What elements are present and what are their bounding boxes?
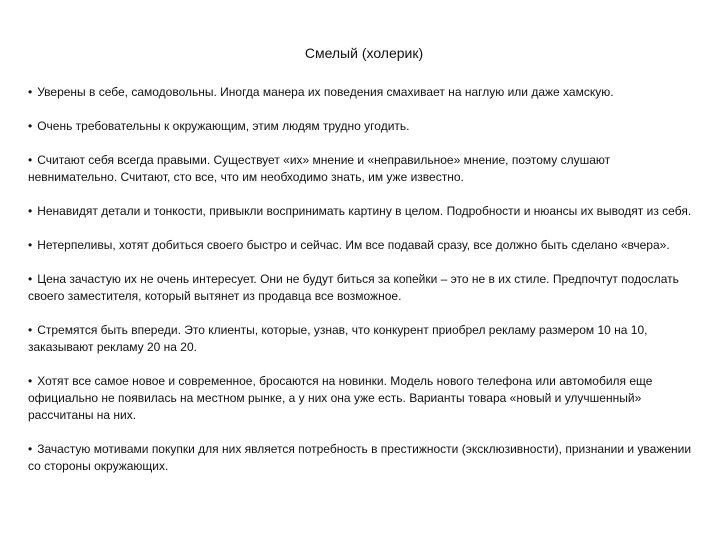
bullet-item — [28, 373, 692, 424]
bullet-dot: • — [28, 153, 33, 167]
bullet-dot: • — [28, 272, 33, 286]
bullet-dot: • — [28, 238, 33, 252]
bullet-dot: • — [28, 85, 33, 99]
bullet-item — [28, 322, 692, 356]
bullet-list — [28, 84, 692, 475]
bullet-dot: • — [28, 204, 33, 218]
bullet-text: Уверены в себе, самодовольны. Иногда манера их поведения смахивает на наглую или даже хамскую. — [37, 85, 614, 99]
bullet-item — [28, 237, 692, 254]
bullet-text: Нетерпеливы, хотят добиться своего быстро и сейчас. Им все подавай сразу, все должно быть сделано «вчера». — [37, 238, 670, 252]
bullet-text: Хотят все самое новое и современное, бросаются на новинки. Модель нового телефона или автомобиля еще официально не появилась на местном рынке, а у них она уже есть. Варианты товара «новый и улучшенный» рассчитаны на них. — [28, 374, 653, 422]
bullet-dot: • — [28, 374, 33, 388]
bullet-text: Стремятся быть впереди. Это клиенты, которые, узнав, что конкурент приобрел рекламу размером 10 на 10, заказывают рекламу 20 на 20. — [28, 323, 648, 354]
bullet-text: Считают себя всегда правыми. Существует «их» мнение и «неправильное» мнение, поэтому слушают невнимательно. Считают, сто все, что им необходимо знать, им уже известно. — [28, 153, 611, 184]
bullet-dot: • — [28, 119, 33, 133]
bullet-text: Цена зачастую их не очень интересует. Они не будут биться за копейки – это не в их стиле. Предпочтут подослать своего заместителя, который вытянет из продавца все возможное. — [28, 272, 679, 303]
bullet-dot: • — [28, 442, 33, 456]
bullet-item — [28, 203, 692, 220]
bullet-text: Ненавидят детали и тонкости, привыкли воспринимать картину в целом. Подробности и нюансы их выводят из себя. — [37, 204, 692, 218]
bullet-item — [28, 441, 692, 475]
bullet-text: Зачастую мотивами покупки для них является потребность в престижности (эксклюзивности), признании и уважении со стороны окружающих. — [28, 442, 692, 473]
slide-title: Смелый (холерик) — [304, 45, 424, 61]
bullet-item — [28, 152, 692, 186]
bullet-item — [28, 118, 692, 135]
bullet-dot: • — [28, 323, 33, 337]
bullet-item — [28, 271, 692, 305]
bullet-item — [28, 84, 692, 101]
bullet-text: Очень требовательны к окружающим, этим людям трудно угодить. — [37, 119, 410, 133]
